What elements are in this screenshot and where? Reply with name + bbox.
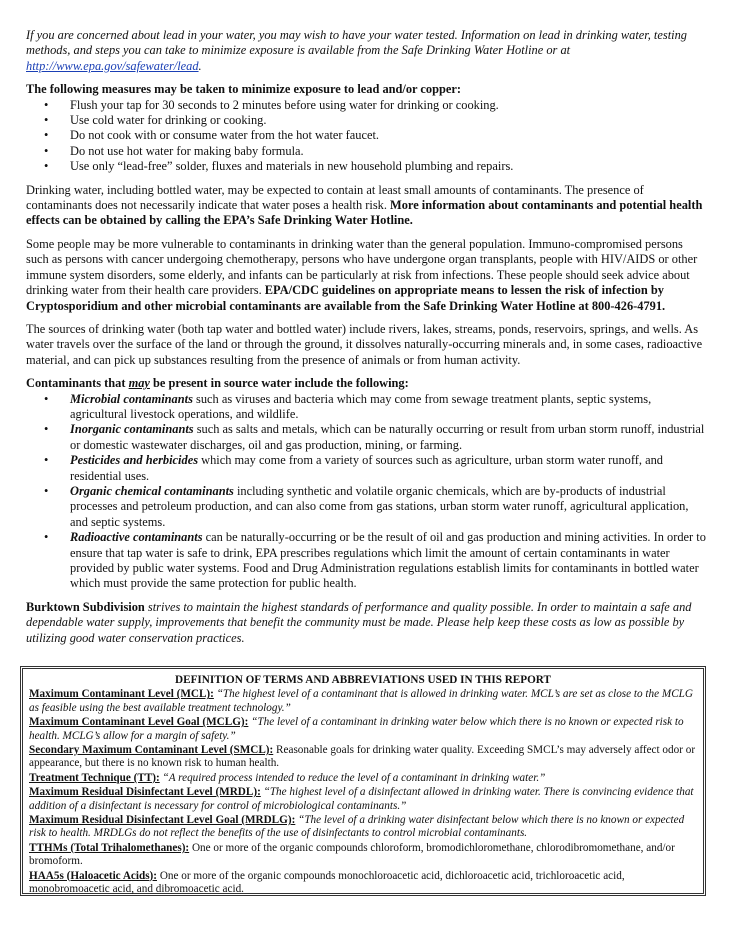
list-item xyxy=(70,484,706,530)
definition-item xyxy=(29,814,697,841)
lead-intro-end: . xyxy=(198,58,202,73)
definition-item xyxy=(29,870,697,897)
vulnerable-paragraph xyxy=(26,237,706,314)
sources-paragraph: The sources of drinking water (both tap water and bottled water) include rivers, lakes, streams, ponds, reservoirs, springs, and wells. As water travels over the surface of the land or through the ground, it dissolves naturally-occurring minerals and, in some cases, radioactive material, and can pick up substances resulting from the presence of animals or from human activity. xyxy=(26,321,703,367)
lead-intro-paragraph xyxy=(26,28,706,74)
definition-text: “The highest level of a contaminant that is allowed in drinking water. MCL’s are set as close to the MCLG as feasible using the best available treatment technology.” xyxy=(29,688,693,714)
contaminants-heading xyxy=(26,376,706,391)
contaminant-term: Microbial contaminants xyxy=(70,391,193,406)
contaminant-term: Inorganic contaminants xyxy=(70,422,194,437)
contaminant-description: including synthetic and volatile organic chemicals, which are by-products of industrial processes and petroleum production, and can also come from gas stations, urban storm water runoff, agricultural application, and septic systems. xyxy=(70,483,689,529)
definition-term: Maximum Residual Disinfectant Level Goal (MRDLG): xyxy=(29,814,296,827)
definition-term: Maximum Contaminant Level (MCL): xyxy=(29,688,214,701)
definition-item xyxy=(29,744,697,771)
list-item xyxy=(70,453,706,484)
bottled-water-bold-text: More information about contaminants and potential health effects can be obtained by calling the EPA’s Safe Drinking Water Hotline. xyxy=(26,198,703,228)
contaminant-term: Radioactive contaminants xyxy=(70,530,203,545)
contaminants-heading-post: be present in source water include the following: xyxy=(149,376,409,391)
definition-term: HAA5s (Haloacetic Acids): xyxy=(29,869,158,882)
bottled-water-paragraph xyxy=(26,183,706,229)
contaminant-term: Pesticides and herbicides xyxy=(70,453,199,468)
document-page xyxy=(26,28,706,654)
lead-measures-heading: The following measures may be taken to minimize exposure to lead and/or copper: xyxy=(26,82,462,97)
contaminant-description: can be naturally-occurring or be the result of oil and gas production and mining activities. In order to ensure that tap water is safe to drink, EPA prescribes regulations which limit the amount of certain contaminants in water provided by public water systems. Food and Drug Administration regulations establish limits for contaminants in bottled water which must provide the same protection for public health. xyxy=(70,530,706,591)
contaminants-heading-may: may xyxy=(128,376,150,391)
list-item: • Flush your tap for 30 seconds to 2 minutes before using water for drinking or cooking. xyxy=(70,98,706,113)
list-item xyxy=(70,422,706,453)
list-item: • Use only “lead-free” solder, fluxes and materials in new household plumbing and repairs. xyxy=(70,159,706,174)
definition-term: Treatment Technique (TT): xyxy=(29,771,160,784)
lead-measures-list xyxy=(26,98,706,175)
definitions-title: DEFINITION OF TERMS AND ABBREVIATIONS USED IN THIS REPORT xyxy=(175,674,551,686)
vulnerable-text: Some people may be more vulnerable to contaminants in drinking water than the general population. Immuno-compromised persons such as persons with cancer undergoing chemotherapy, persons who have undergone organ transplants, people with HIV/AIDS or other immune system disorders, some elderly, and infants can be particularly at risk from infections. These people should seek advice about drinking water from their health care providers. xyxy=(26,236,698,298)
epa-lead-link[interactable]: http://www.epa.gov/safewater/lead xyxy=(26,58,199,73)
contaminants-heading-pre: Contaminants that xyxy=(26,376,129,391)
list-item: • Use cold water for drinking or cooking. xyxy=(70,113,706,128)
vulnerable-bold-text: EPA/CDC guidelines on appropriate means to lessen the risk of infection by Cryptosporidium and other microbial contaminants are available from the Safe Drinking Water Hotline at 800-426-4791. xyxy=(26,283,666,313)
definition-item xyxy=(29,842,697,869)
definition-item xyxy=(29,716,697,743)
definition-term: Maximum Residual Disinfectant Level (MRDL): xyxy=(29,786,261,799)
definition-text: “The highest level of a disinfectant allowed in drinking water. There is convincing evidence that addition of a disinfectant is necessary for control of microbiological contaminants.” xyxy=(29,786,694,812)
list-item: • Do not use hot water for making baby formula. xyxy=(70,144,706,159)
definition-term: Secondary Maximum Contaminant Level (SMCL): xyxy=(29,744,274,757)
definition-item xyxy=(29,786,697,813)
subdivision-name: Burktown Subdivision xyxy=(26,599,145,614)
definition-text: “A required process intended to reduce the level of a contaminant in drinking water.” xyxy=(159,771,546,784)
burktown-text: strives to maintain the highest standards of performance and quality possible. In order to maintain a safe and dependable water supply, improvements that benefit the community must be made. Please help keep these costs as low as possible by utilizing good water conservation practices. xyxy=(26,599,692,645)
definition-text: Reasonable goals for drinking water quality. Exceeding SMCL’s may adversely affect odor or appearance, but there is no known risk to human health. xyxy=(29,744,696,770)
definition-text: One or more of the organic compounds monochloroacetic acid, dichloroacetic acid, trichloroacetic acid, monobromoacetic acid, and dibromoacetic acid. xyxy=(29,869,625,896)
list-item: • Do not cook with or consume water from the hot water faucet. xyxy=(70,128,706,143)
definition-item xyxy=(29,688,697,715)
bottled-water-text: Drinking water, including bottled water, may be expected to contain at least small amounts of contaminants. The presence of contaminants does not necessarily indicate that water poses a health risk. xyxy=(26,182,644,213)
contaminant-description: which may come from a variety of sources such as agriculture, urban storm water runoff, and residential uses. xyxy=(70,453,663,483)
definitions-box xyxy=(20,666,706,896)
list-item xyxy=(70,392,706,423)
definition-item xyxy=(29,772,697,785)
definition-text: One or more of the organic compounds chloroform, bromodichloromethane, chlorodibromomethane, and/or bromoform. xyxy=(29,841,675,868)
definition-text: “The level of a contaminant in drinking water below which there is no known or expected risk to health. MCLG’s allow for a margin of safety.” xyxy=(29,716,684,742)
contaminants-list xyxy=(26,392,706,592)
definition-text: “The level of a drinking water disinfectant below which there is no known or expected risk to health. MRDLGs do not reflect the benefits of the use of disinfectants to control microbial contaminants. xyxy=(29,814,685,840)
list-item xyxy=(70,530,706,592)
contaminant-description: such as viruses and bacteria which may come from sewage treatment plants, septic systems, agricultural livestock operations, and wildlife. xyxy=(70,391,652,421)
definition-term: TTHMs (Total Trihalomethanes): xyxy=(29,841,190,854)
burktown-paragraph xyxy=(26,600,706,646)
definition-term: Maximum Contaminant Level Goal (MCLG): xyxy=(29,716,249,729)
lead-intro-text: If you are concerned about lead in your water, you may wish to have your water tested. Information on lead in drinking water, testing methods, and steps you can take to minimize exposure is available from the Safe Drinking Water Hotline or at xyxy=(26,28,687,58)
contaminant-term: Organic chemical contaminants xyxy=(70,483,234,498)
contaminant-description: such as salts and metals, which can be naturally occurring or result from urban storm runoff, industrial or domestic wastewater discharges, oil and gas production, mining, or farming. xyxy=(70,422,705,452)
